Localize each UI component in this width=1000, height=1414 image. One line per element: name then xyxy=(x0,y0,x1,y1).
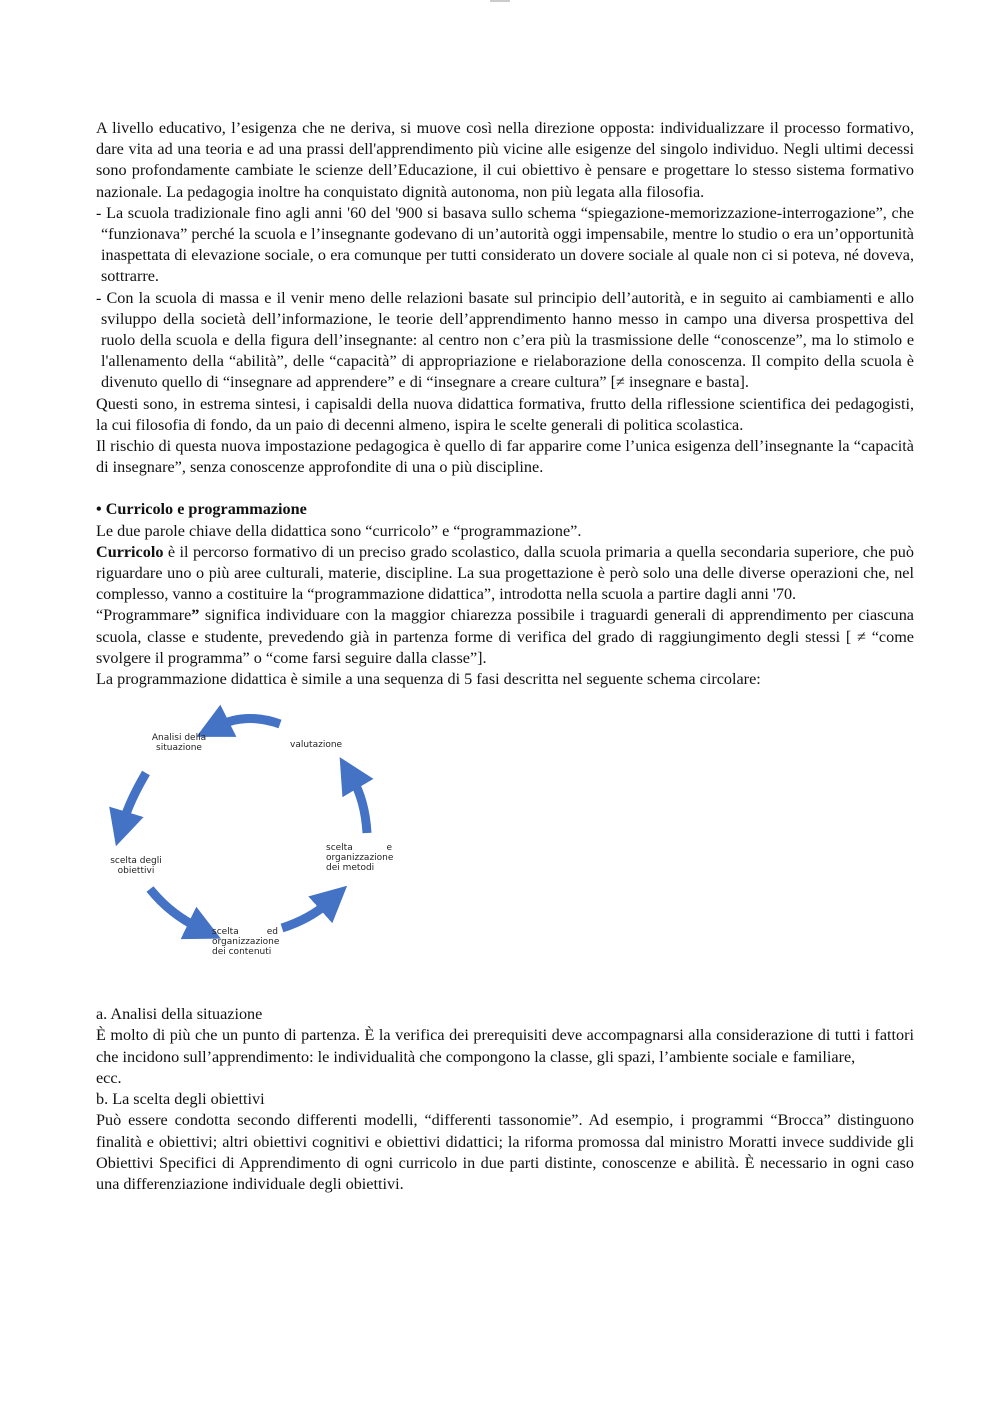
risk-paragraph: Il rischio di questa nuova impostazione pedagogica è quello di far apparire come l’unica esigenza dell’insegnante la “capacità di insegnare”, senza conoscenze approfondite di una o più discipline. xyxy=(96,437,914,477)
document-page xyxy=(96,118,914,1195)
label-contenuti: scelta ed organizzazione dei contenuti xyxy=(212,927,280,958)
bullet-mass-school: - Con la scuola di massa e il venir meno delle relazioni basate sul principio dell’autorità, e in seguito ai cambiamenti e allo sviluppo della società dell’informazione, le teorie dell’apprendimento hanno messo in campo una diversa prospettiva del ruolo della scuola e della figura dell’insegnante: al centro non c’era più la trasmissione delle “conoscenze”, ma lo stimolo e l'allenamento della “abilità”, delle “capacità” di appropriazione e rielaborazione della conoscenza. Il compito della scuola è divenuto quello di “insegnare ad apprendere” e di “insegnare a creare cultura” [≠ insegnare e basta]. xyxy=(96,288,914,392)
cycle-intro: La programmazione didattica è simile a una sequenza di 5 fasi descritta nel seguente schema circolare: xyxy=(96,670,761,689)
curricolo-paragraph xyxy=(96,542,914,606)
programmare-paragraph xyxy=(96,605,914,669)
arrow-analisi-to-obiettivi xyxy=(123,773,146,823)
phase-a-etc: ecc. xyxy=(96,1068,122,1087)
intro-paragraph: A livello educativo, l’esigenza che ne deriva, si muove così nella direzione opposta: individualizzare il processo formativo, dare vita ad una teoria e ad una prassi dell'apprendimento più vicine alle esigenze del singolo individuo. Negli ultimi decessi sono profondamente cambiate le scienze dell’Educazione, il cui obiettivo è pensare e progettare lo stesso sistema formativo nazionale. La pedagogia inoltre ha conquistato dignità autonoma, non più legata alla filosofia. xyxy=(96,119,914,201)
programmare-quote: ” xyxy=(191,606,200,625)
header-mark xyxy=(490,0,510,2)
arrow-metodi-to-valutazione xyxy=(352,778,367,833)
phase-a-title: a. Analisi della situazione xyxy=(96,1005,263,1024)
bullet-traditional-school: - La scuola tradizionale fino agli anni '60 del '900 si basava sullo schema “spiegazione-memorizzazione-interrogazione”, che “funzionava” perché la scuola e l’insegnante godevano di un’autorità oggi impensabile, mentre lo studio o era un’opportunità inaspettata di elevazione sociale, o era comunque per tutti considerato un dovere sociale al quale non ci si poteva, né doveva, sottrarre. xyxy=(96,203,914,286)
programmare-text: significa individuare con la maggior chiarezza possibile i traguardi generali di apprendimento per ciascuna scuola, classe e studente, prevedendo già in partenza forme di verifica del grado di raggiungimento degli stessi [ ≠ “come svolgere il programma” o “come farsi seguire dalla classe”]. xyxy=(96,606,914,667)
programmare-term: “Programmare xyxy=(96,606,192,625)
label-metodi: scelta e organizzazione dei metodi xyxy=(326,843,394,874)
arrow-obiettivi-to-contenuti xyxy=(150,889,199,928)
phase-a-text: È molto di più che un punto di partenza. È la verifica dei prerequisiti deve accompagnarsi alla considerazione di tutti i fattori che incidono sull’apprendimento: le individualità che compongono la classe, gli spazi, l’ambiente sociale e familiare, xyxy=(96,1026,914,1066)
curricolo-text: è il percorso formativo di un preciso grado scolastico, dalla scuola primaria a quella secondaria superiore, che può riguardare uno o più aree culturali, materie, discipline. La sua progettazione è però solo una delle diverse operazioni che, nel complesso, vanno a costituire la “programmazione didattica”, introdotta nella scuola a partire dagli anni '70. xyxy=(96,542,914,604)
phase-b-text: Può essere condotta secondo differenti modelli, “differenti tassonomie”. Ad esempio, i programmi “Brocca” distinguono finalità e obiettivi; altri obiettivi cognitivi e obiettivi didattici; la riforma promossa dal ministro Moratti invece suddivide gli Obiettivi Specifici di Apprendimento di ogni curricolo in due parti distinte, conoscenze e abilità. È necessario in ogni caso una differenziazione individuale degli obiettivi. xyxy=(96,1111,914,1193)
label-analisi: Analisi della situazione xyxy=(151,733,207,754)
arrow-valutazione-to-analisi xyxy=(218,719,280,727)
section-heading: • Curricolo e programmazione xyxy=(96,500,307,519)
arrow-contenuti-to-metodi xyxy=(282,902,329,928)
keywords-paragraph: Le due parole chiave della didattica sono “curricolo” e “programmazione”. xyxy=(96,521,582,540)
curricolo-term: Curricolo xyxy=(96,542,164,561)
phase-b-title: b. La scelta degli obiettivi xyxy=(96,1090,265,1109)
label-obiettivi: scelta degli obiettivi xyxy=(110,856,162,877)
summary-paragraph: Questi sono, in estrema sintesi, i capisaldi della nuova didattica formativa, frutto della riflessione scientifica dei pedagogisti, la cui filosofia di fondo, da un paio di decenni almeno, ispira le scelte generali di politica scolastica. xyxy=(96,394,914,434)
cycle-diagram xyxy=(96,700,914,1000)
label-valutazione: valutazione xyxy=(290,740,343,751)
